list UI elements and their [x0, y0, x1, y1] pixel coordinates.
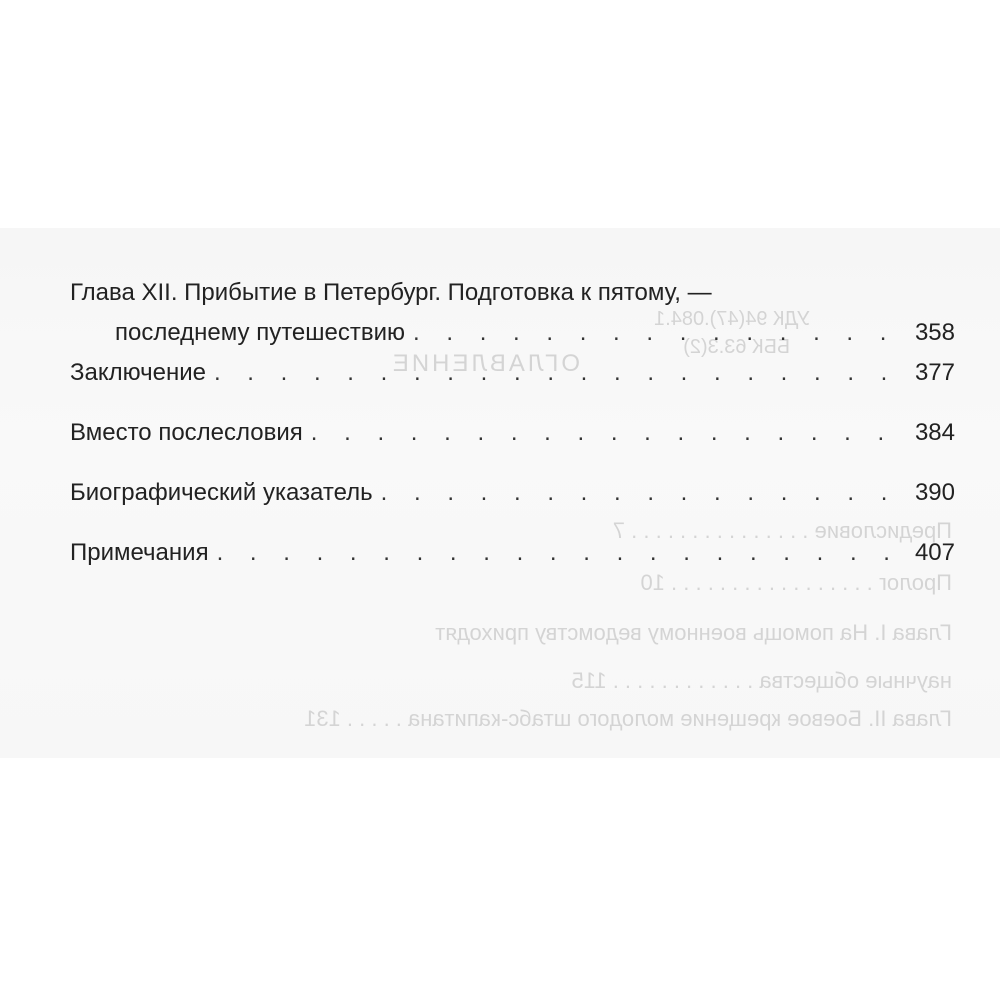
bleed-line: научные общества . . . . . . . . . . . . 115	[571, 668, 952, 693]
toc-page-number: 390	[914, 479, 955, 506]
leader-dots	[413, 318, 909, 348]
toc-entry-title: Примечания	[70, 539, 209, 566]
toc-page-number: 377	[914, 359, 955, 386]
bleed-line: Пролог . . . . . . . . . . . . . . . . . 10	[640, 570, 952, 595]
bleed-line: Глава II. Боевое крещение молодого штабс-капитана . . . . . 131	[304, 706, 952, 731]
toc-entry-title: Вместо послесловия	[70, 419, 303, 446]
toc-entry-title: Заключение	[70, 359, 206, 386]
toc-entry-title: Глава XII. Прибытие в Петербург. Подготовка к пятому, —	[70, 279, 712, 306]
leader-dots	[214, 358, 909, 388]
toc-entry	[70, 278, 955, 308]
toc-entry	[70, 538, 955, 568]
leader-dots	[381, 478, 909, 508]
leader-dots	[217, 538, 909, 568]
toc-page-number: 358	[914, 319, 955, 346]
bleed-heading: ОГЛАВЛЕНИЕ	[389, 350, 580, 377]
bleed-line: УДК 94(47).084.1	[654, 308, 810, 330]
toc-entry	[70, 478, 955, 508]
table-of-contents	[70, 278, 955, 568]
toc-entry	[70, 358, 955, 388]
bleed-line: Предисловие . . . . . . . . . . . . . . . 7	[612, 518, 952, 543]
toc-page-number: 407	[914, 539, 955, 566]
toc-entry-title: Биографический указатель	[70, 479, 373, 506]
bleed-line: ББК 63.3(2)	[683, 336, 790, 358]
toc-entry	[70, 318, 955, 348]
leader-dots	[311, 418, 909, 448]
toc-entry-title: последнему путешествию	[115, 319, 406, 346]
bleed-line: Глава I. На помощь военному ведомству приходят	[435, 620, 952, 645]
toc-page-number: 384	[914, 419, 955, 446]
toc-entry	[70, 418, 955, 448]
